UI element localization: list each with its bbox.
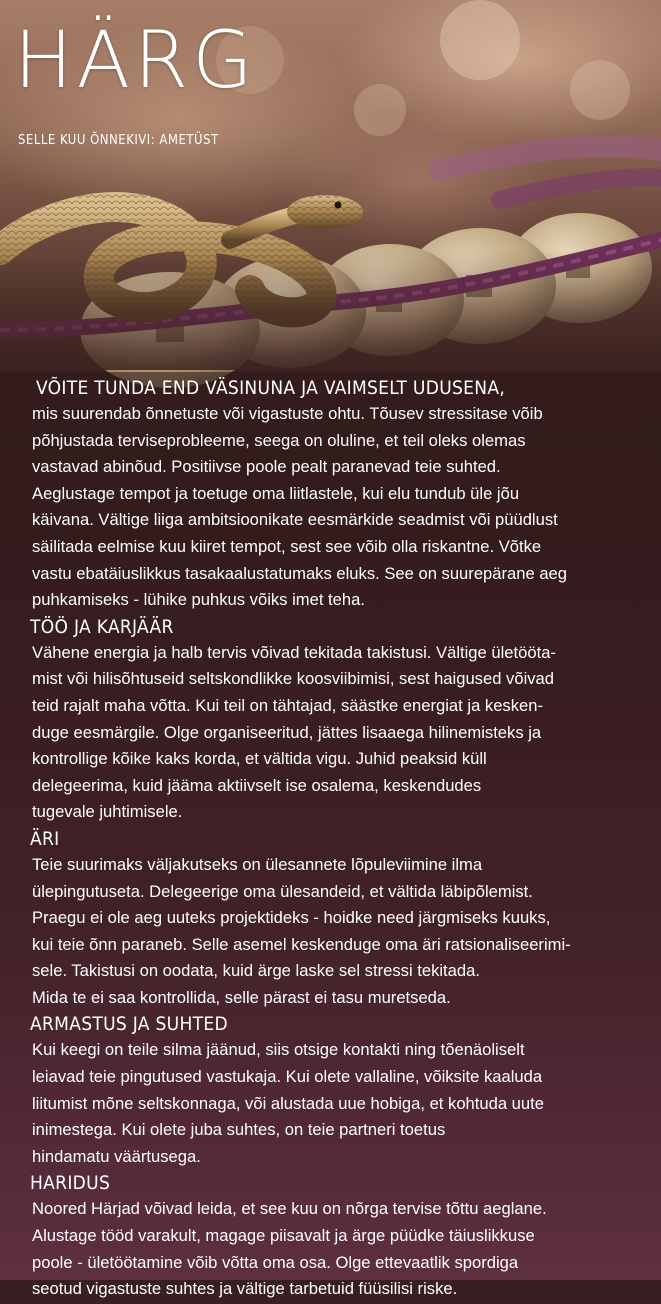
paragraph-line: Teie suurimaks väljakutseks on ülesannete lõpuleviimine ilma xyxy=(32,854,483,874)
paragraph-line: põhjustada terviseprobleeme, seega on oluline, et teil oleks olemas xyxy=(32,430,526,450)
paragraph-line: seotud vigastuste suhtes ja vältige tarbetuid füüsilisi riske. xyxy=(32,1279,458,1299)
paragraph-line: vastu ebatäiuslikkus tasakaalustatumaks eluks. See on suurepärane aeg xyxy=(32,563,568,583)
paragraph-line: tugevale juhtimisele. xyxy=(32,802,183,822)
paragraph-line: sele. Takistusi on oodata, kuid ärge laske sel stressi tekitada. xyxy=(32,961,480,981)
paragraph-line: duge eesmärgile. Olge organiseeritud, jättes lisaaega hilinemisteks ja xyxy=(32,722,542,742)
paragraph-line: teid rajalt maha võtta. Kui teil on tähtajad, säästke energiat ja kesken- xyxy=(32,695,544,715)
section-love-paragraph xyxy=(32,1038,642,1169)
hero-fade xyxy=(0,250,661,370)
paragraph-line: mis suurendab õnnetuste või vigastuste ohtu. Tõusev stressitase võib xyxy=(32,404,543,423)
section-heading-education: HARIDUS xyxy=(30,1172,111,1195)
paragraph-line: hindamatu väärtusega. xyxy=(32,1146,201,1166)
paragraph-line: liitumist mõne seltskonnaga, või alustada uue hobiga, et kohtuda uute xyxy=(32,1093,544,1113)
paragraph-line: ülepingutuseta. Delegeerige oma ülesandeid, et vältida läbipõlemist. xyxy=(32,881,533,901)
paragraph-line: Vähene energia ja halb tervis võivad tekitada takistusi. Vältige ületööta- xyxy=(32,642,556,662)
section-heading-business: ÄRI xyxy=(30,827,60,850)
paragraph-line: Aeglustage tempot ja toetuge oma liitlastele, kui elu tundub üle jõu xyxy=(32,483,520,503)
paragraph-line: poole - ületöötamine võib võtta oma osa. Olge ettevaatlik spordiga xyxy=(32,1252,519,1272)
section-work-paragraph xyxy=(32,641,642,825)
paragraph-line: leiavad teie pingutused vastukaja. Kui olete vallaline, võiksite kaaluda xyxy=(32,1067,543,1087)
lucky-stone-subtitle: SELLE KUU ÕNNEKIVI: AMETÜST xyxy=(18,133,219,148)
horoscope-text-panel xyxy=(0,372,661,1299)
section-heading-work: TÖÖ JA KARJÄÄR xyxy=(30,615,174,638)
section-education-paragraph xyxy=(32,1197,642,1301)
paragraph-line: kontrollige kõike kaks korda, et vältida vigu. Juhid peaksid küll xyxy=(32,749,487,769)
hero-image xyxy=(0,0,661,370)
paragraph-line: vastavad abinõud. Positiivse poole pealt paranevad teie suhted. xyxy=(32,457,501,477)
paragraph-line: mist või hilisõhtuseid seltskondlikke koosviibimisi, sest haigused võivad xyxy=(32,669,555,689)
paragraph-line: Kui keegi on teile silma jäänud, siis otsige kontakti ning tõenäoliselt xyxy=(32,1040,525,1060)
section-business-paragraph xyxy=(32,853,642,1011)
paragraph-line: delegeerima, kuid jääma aktiivselt ise osalema, keskendudes xyxy=(32,775,482,795)
page-title: HÄRG xyxy=(14,16,257,106)
paragraph-line: Alustage tööd varakult, magage piisavalt ja ärge püüdke täiuslikkuse xyxy=(32,1226,535,1246)
paragraph-line: Noored Härjad võivad leida, et see kuu on nõrga tervise tõttu aeglane. xyxy=(32,1199,547,1219)
paragraph-line: kui teie õnn paraneb. Selle asemel keskenduge oma äri ratsionaliseerimi- xyxy=(32,934,571,954)
paragraph-line: inimestega. Kui olete juba suhtes, on teie partneri toetus xyxy=(32,1120,446,1140)
section-heading-love: ARMASTUS JA SUHTED xyxy=(30,1013,228,1036)
paragraph-line: säilitada eelmise kuu kiiret tempot, sest see võib olla riskantne. Võtke xyxy=(32,536,542,556)
intro-paragraph xyxy=(32,402,642,613)
paragraph-line: puhkamiseks - lühike puhkus võiks imet teha. xyxy=(32,590,365,610)
paragraph-line: Mida te ei saa kontrollida, selle pärast ei tasu muretseda. xyxy=(32,987,451,1007)
paragraph-line: Praegu ei ole aeg uuteks projektideks - hoidke need järgmiseks kuuks, xyxy=(32,908,551,928)
intro-heading: VÕITE TUNDA END VÄSINUNA JA VAIMSELT UDUSENA, xyxy=(36,377,506,399)
paragraph-line: käivana. Vältige liiga ambitsioonikate eesmärkide seadmist või püüdlust xyxy=(32,510,558,530)
